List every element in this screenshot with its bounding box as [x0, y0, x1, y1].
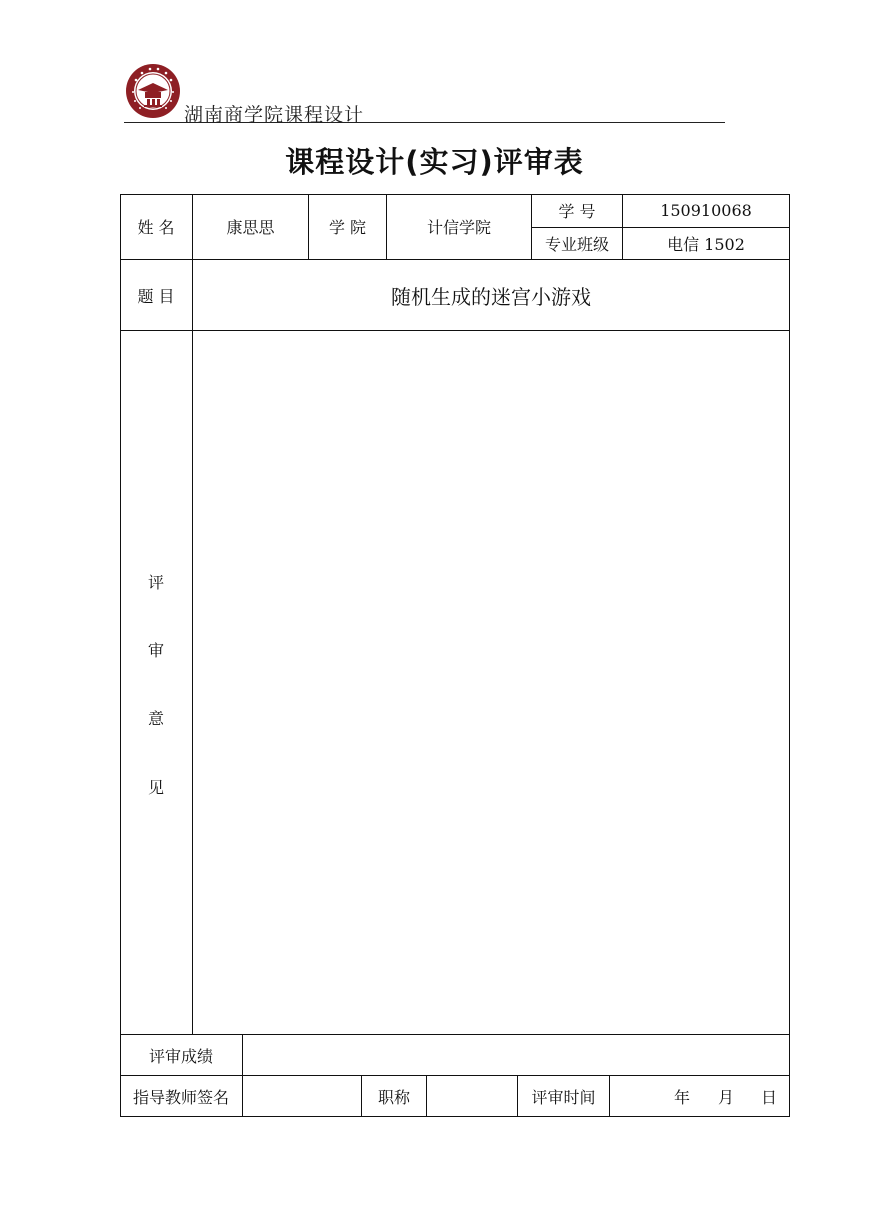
college-value: 计信学院 [426, 218, 491, 237]
review-label-char: 审 [148, 641, 165, 660]
review-time-label: 评审时间 [531, 1087, 596, 1107]
topic-label: 题 目 [137, 286, 175, 306]
grade-field[interactable] [243, 1035, 789, 1075]
rank-label: 职称 [377, 1087, 410, 1107]
university-logo-icon [124, 62, 182, 120]
review-label-char: 评 [148, 573, 165, 592]
review-opinion-field[interactable] [193, 331, 789, 1034]
document-header [124, 62, 725, 124]
teacher-signature-label: 指导教师签名 [132, 1087, 229, 1107]
date-day-label: 日 [761, 1087, 778, 1107]
header-rule [124, 122, 725, 123]
student-id-value: 150910068 [660, 201, 752, 220]
review-label-char: 意 [148, 709, 165, 728]
rank-field[interactable] [427, 1076, 517, 1116]
class-label: 专业班级 [544, 235, 609, 254]
school-course-design-title: 湖南商学院课程设计 [184, 104, 365, 126]
name-value: 康思思 [226, 218, 275, 237]
review-form-table [120, 194, 790, 1117]
topic-value: 随机生成的迷宫小游戏 [391, 284, 591, 309]
college-label: 学 院 [328, 218, 367, 237]
grade-label: 评审成绩 [148, 1046, 213, 1066]
grid-line [789, 194, 790, 1117]
review-date-field[interactable] [610, 1076, 789, 1116]
review-label-char: 见 [148, 778, 165, 797]
class-value: 电信 1502 [667, 235, 745, 254]
name-label: 姓 名 [137, 218, 175, 237]
student-id-label: 学 号 [558, 202, 596, 221]
teacher-signature-field[interactable] [243, 1076, 361, 1116]
date-month-label: 月 [718, 1087, 735, 1107]
grid-line [120, 1116, 790, 1117]
date-year-label: 年 [674, 1087, 691, 1107]
grid-line [120, 194, 121, 1117]
page-title: 课程设计(实习)评审表 [285, 145, 584, 179]
